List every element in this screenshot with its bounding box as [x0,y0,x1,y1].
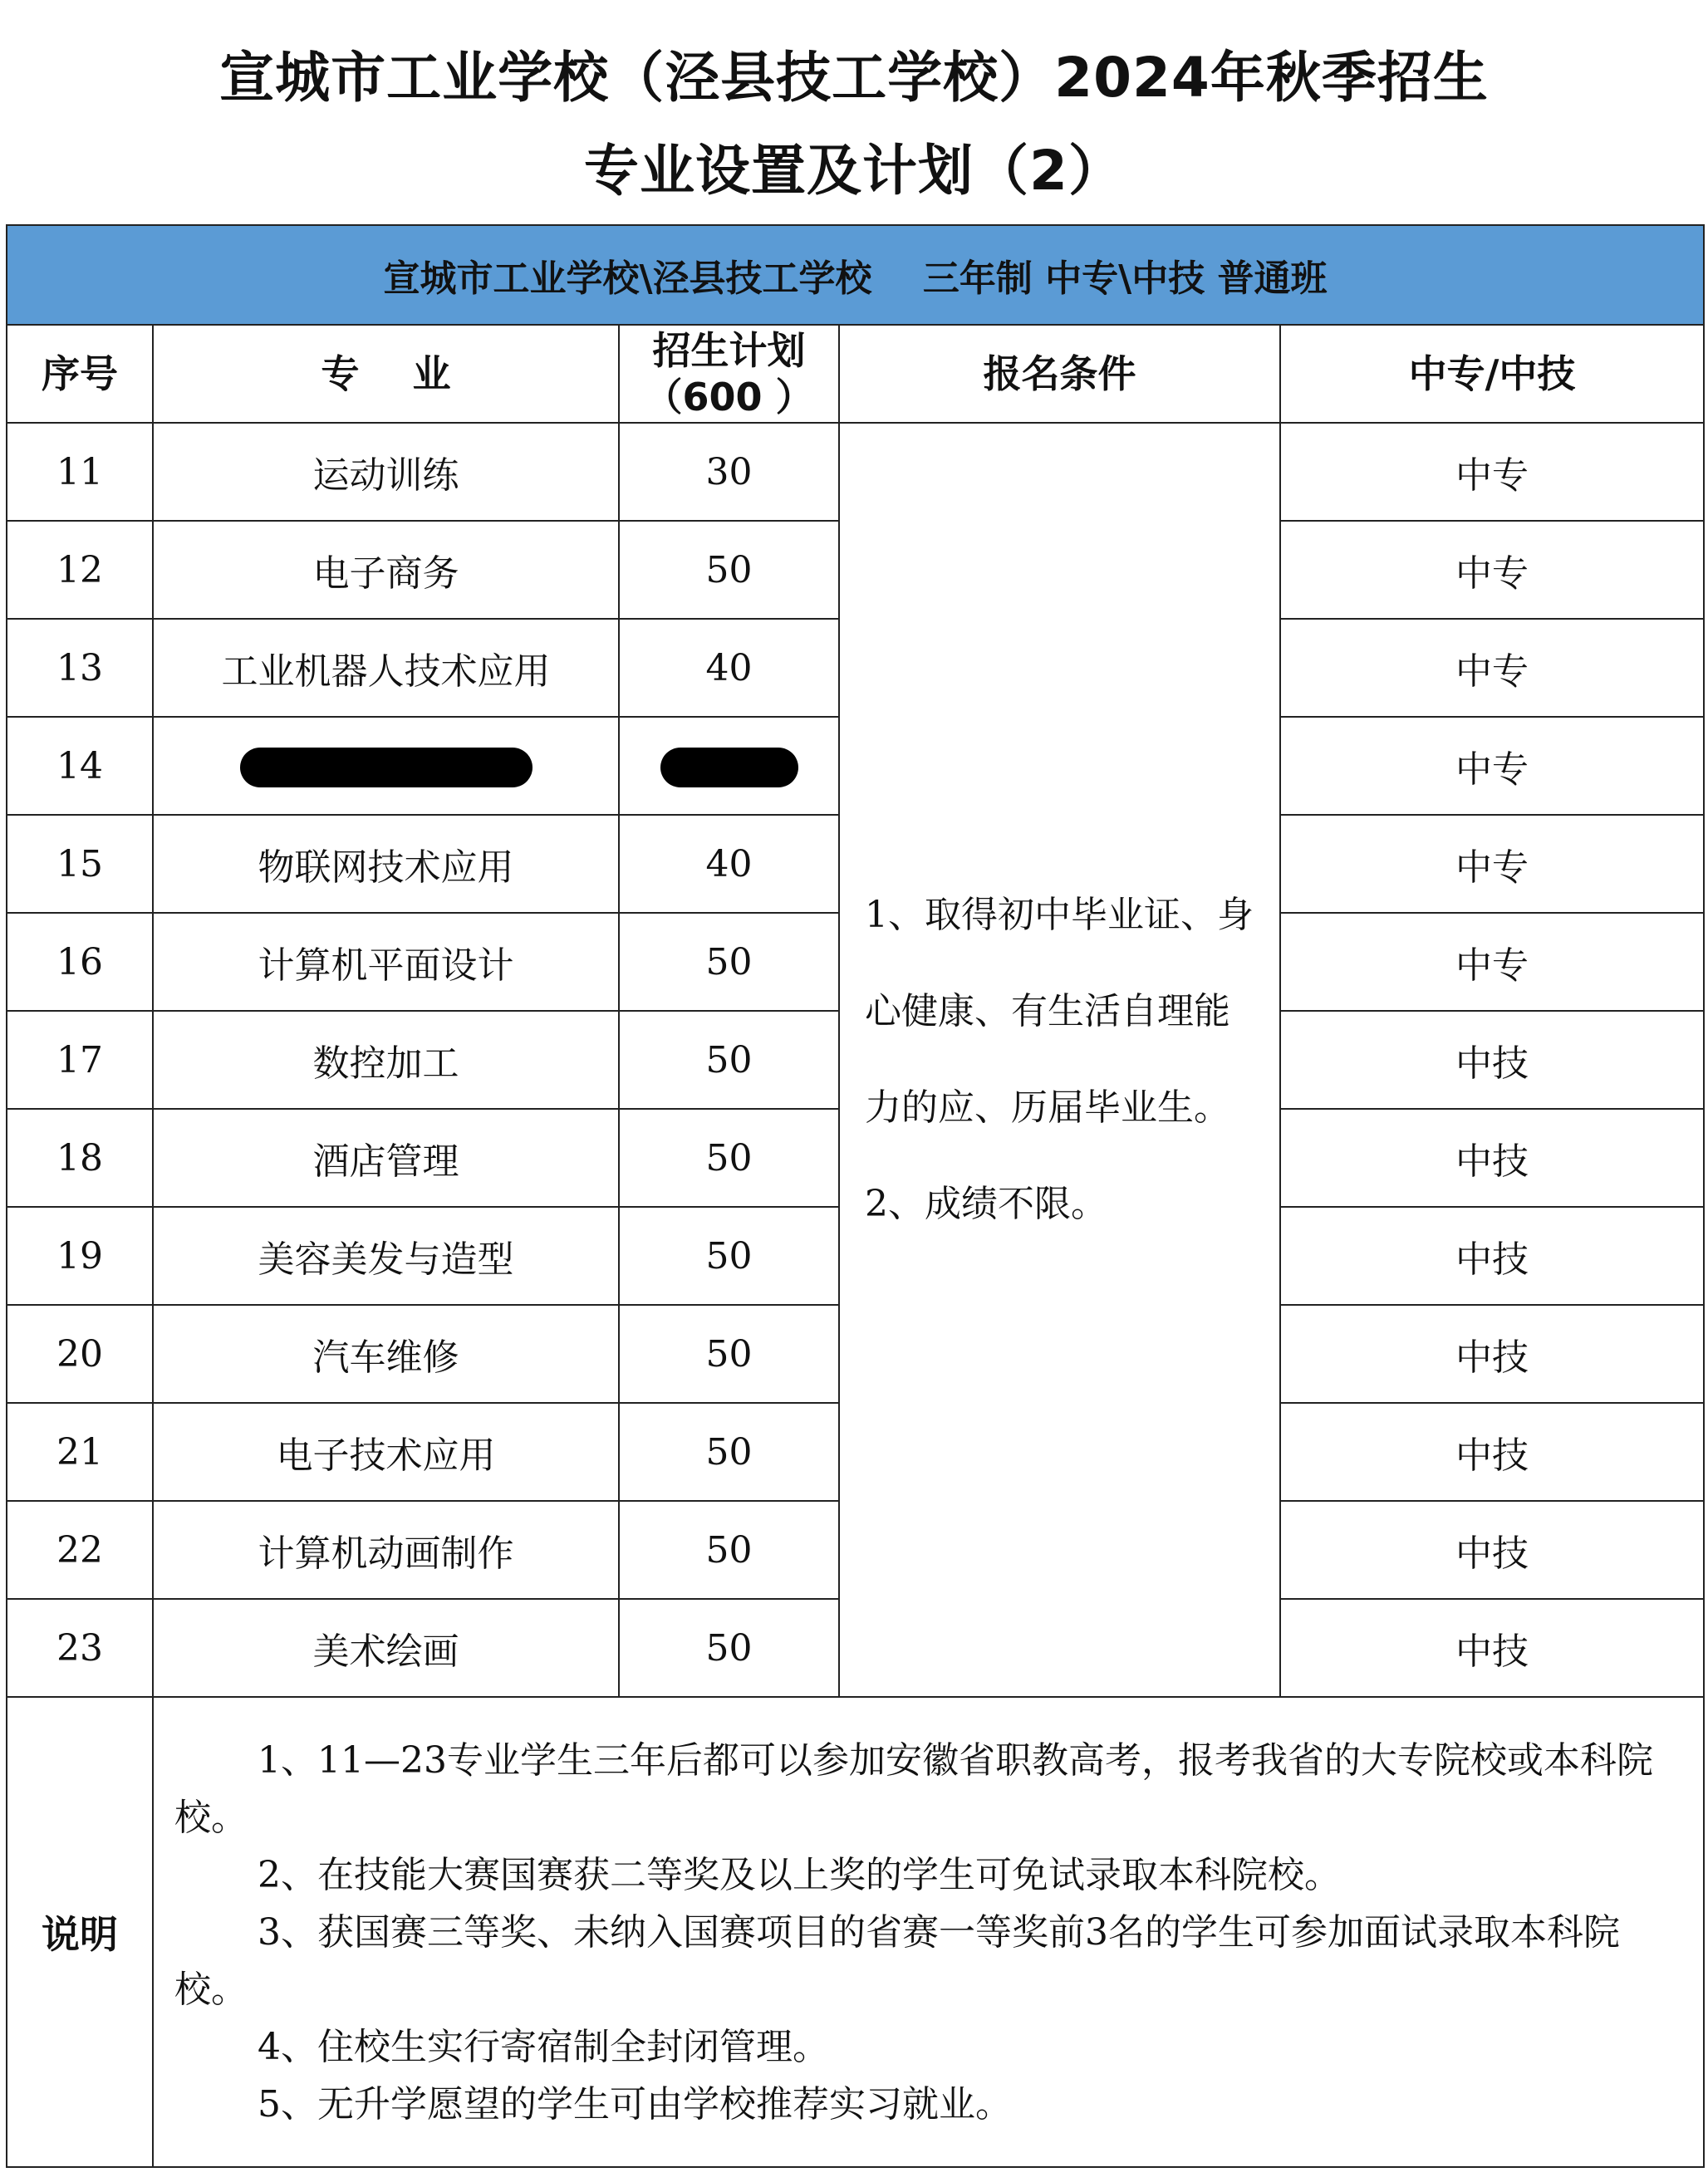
notes-content [153,1697,1704,2167]
note-item: 3、获国赛三等奖、未纳入国赛项目的省赛一等奖前3名的学生可参加面试录取本科院校。 [174,1910,1620,2011]
page-title-line2: 专业设置及计划（2） [584,139,1124,203]
note-item: 2、在技能大赛国赛获二等奖及以上奖的学生可免试录取本科院校。 [258,1853,1341,1896]
row-major: 数控加工 [153,1011,619,1109]
row-major: 工业机器人技术应用 [153,619,619,717]
notes-label: 说明 [7,1697,153,2167]
row-index: 18 [7,1109,153,1207]
row-index: 20 [7,1305,153,1403]
note-item: 5、无升学愿望的学生可由学校推荐实习就业。 [258,2082,1012,2126]
note-item: 4、住校生实行寄宿制全封闭管理。 [258,2025,829,2068]
row-major: 酒店管理 [153,1109,619,1207]
row-plan: 50 [619,913,839,1011]
redaction-mark [240,748,533,787]
row-major: 汽车维修 [153,1305,619,1403]
row-type: 中专 [1280,913,1704,1011]
row-type: 中技 [1280,1403,1704,1501]
row-major: 计算机动画制作 [153,1501,619,1599]
program-banner [7,225,1704,325]
row-type: 中技 [1280,1109,1704,1207]
row-index: 14 [7,717,153,815]
row-plan: 50 [619,521,839,619]
row-index: 21 [7,1403,153,1501]
row-type: 中专 [1280,717,1704,815]
row-plan: 50 [619,1599,839,1697]
row-plan: 40 [619,619,839,717]
row-major: 运动训练 [153,423,619,521]
row-type: 中专 [1280,619,1704,717]
row-major: 电子技术应用 [153,1403,619,1501]
row-plan: 50 [619,1109,839,1207]
row-plan: 40 [619,815,839,913]
row-index: 17 [7,1011,153,1109]
row-type: 中技 [1280,1599,1704,1697]
row-major [153,717,619,815]
row-index: 15 [7,815,153,913]
row-type: 中技 [1280,1305,1704,1403]
row-major: 电子商务 [153,521,619,619]
row-index: 16 [7,913,153,1011]
condition-item: 1、取得初中毕业证、身心健康、有生活自理能力的应、历届毕业生。 [865,894,1254,1129]
row-index: 23 [7,1599,153,1697]
header-plan-total: （600 ） [644,375,814,419]
note-item: 1、11—23专业学生三年后都可以参加安徽省职教高考，报考我省的大专院校或本科院校。 [174,1738,1653,1839]
row-index: 13 [7,619,153,717]
row-index: 22 [7,1501,153,1599]
header-index: 序号 [7,325,153,423]
row-type: 中专 [1280,521,1704,619]
row-plan: 50 [619,1207,839,1305]
row-plan: 50 [619,1501,839,1599]
row-index: 19 [7,1207,153,1305]
row-plan [619,717,839,815]
banner-school: 宣城市工业学校\泾县技工学校 [383,257,872,300]
row-type: 中技 [1280,1207,1704,1305]
row-type: 中专 [1280,423,1704,521]
table-header-row [7,325,1704,423]
page-title-line1: 宣城市工业学校（泾县技工学校）2024年秋季招生 [219,46,1489,110]
header-conditions: 报名条件 [839,325,1280,423]
row-major: 计算机平面设计 [153,913,619,1011]
row-index: 12 [7,521,153,619]
header-major: 专 业 [153,325,619,423]
enrollment-conditions [839,423,1280,1697]
row-plan: 50 [619,1403,839,1501]
row-type: 中技 [1280,1011,1704,1109]
header-plan [619,325,839,423]
row-plan: 50 [619,1305,839,1403]
row-type: 中技 [1280,1501,1704,1599]
row-plan: 50 [619,1011,839,1109]
row-index: 11 [7,423,153,521]
row-type: 中专 [1280,815,1704,913]
redaction-mark [660,748,798,787]
notes-row [7,1697,1704,2167]
table-row [7,423,1704,521]
header-type: 中专/中技 [1280,325,1704,423]
row-major: 物联网技术应用 [153,815,619,913]
row-major: 美术绘画 [153,1599,619,1697]
header-plan-label: 招生计划 [652,328,806,373]
row-major: 美容美发与造型 [153,1207,619,1305]
enrollment-plan-table [6,224,1705,2168]
row-plan: 30 [619,423,839,521]
banner-program: 三年制 中专\中技 普通班 [922,257,1328,300]
condition-item: 2、成绩不限。 [865,1183,1107,1225]
